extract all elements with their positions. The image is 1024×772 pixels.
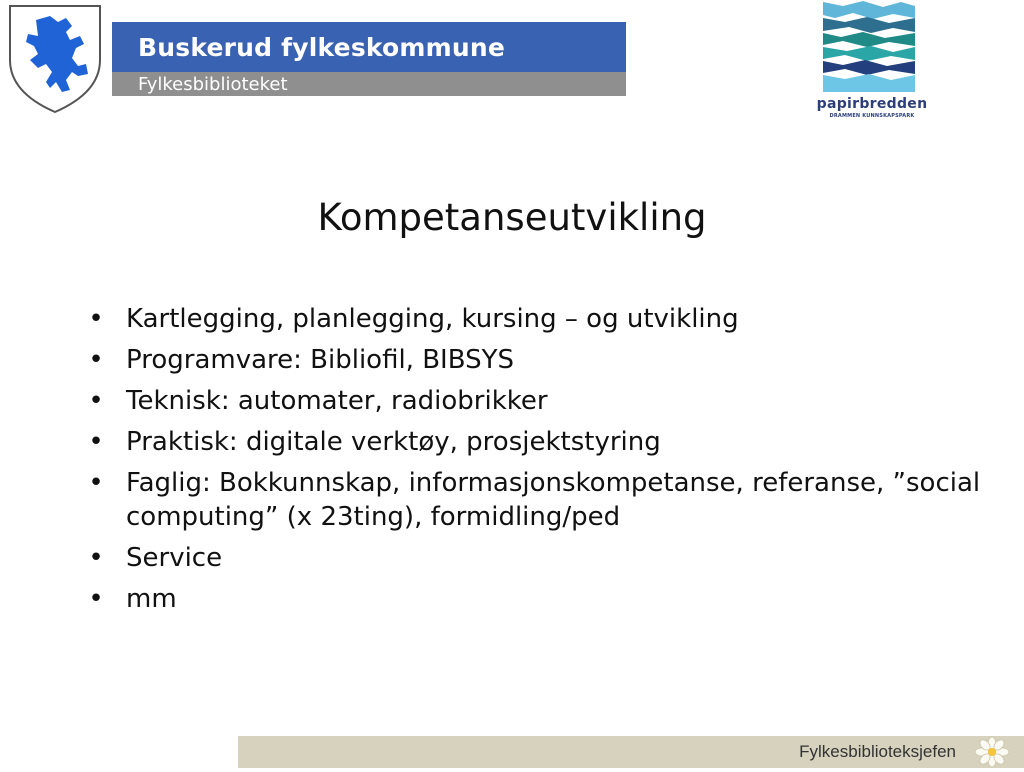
bullet-item (86, 425, 986, 459)
banner-title-strip (112, 22, 626, 72)
bullet-text: Kartlegging, planlegging, kursing – og utvikling (126, 304, 739, 334)
bullet-item (86, 302, 986, 336)
bullet-item (86, 343, 986, 377)
slide-title: Kompetanseutvikling (317, 196, 707, 239)
bear-coat-of-arms-icon (6, 2, 104, 114)
bullet-item (86, 582, 986, 616)
bullet-dot: • (88, 304, 104, 334)
bullet-text: Faglig: Bokkunnskap, informasjonskompetanse, referanse, ”social computing” (x 23ting), formidling/ped (126, 468, 981, 532)
bullet-text: Praktisk: digitale verktøy, prosjektstyring (126, 427, 661, 457)
banner-subtitle: Fylkesbiblioteket (138, 73, 288, 95)
papirbredden-name: papirbredden (816, 96, 928, 112)
bullet-dot: • (88, 584, 104, 614)
footer-bar (238, 736, 1024, 768)
bullet-dot: • (88, 345, 104, 375)
bullet-text: Programvare: Bibliofil, BIBSYS (126, 345, 514, 375)
papirbredden-tagline: DRAMMEN KUNNSKAPSPARK (829, 113, 915, 119)
papirbredden-logo-icon (810, 0, 934, 124)
banner-title: Buskerud fylkeskommune (138, 32, 506, 62)
bullet-text: Service (126, 543, 223, 573)
bullet-dot: • (88, 386, 104, 416)
bullet-item (86, 384, 986, 418)
papirbredden-stripes (823, 0, 915, 92)
bullet-text: Teknisk: automater, radiobrikker (126, 386, 548, 416)
bullet-dot: • (88, 543, 104, 573)
bullet-dot: • (88, 468, 104, 498)
bullet-item (86, 541, 986, 575)
bullet-list (86, 302, 986, 623)
bullet-item (86, 466, 986, 534)
bullet-dot: • (88, 427, 104, 457)
bullet-text: mm (126, 584, 177, 614)
banner-subtitle-strip (112, 72, 626, 96)
footer-label: Fylkesbiblioteksjefen (799, 742, 956, 761)
buskerud-banner (112, 22, 626, 96)
flower-icon (974, 736, 1010, 768)
